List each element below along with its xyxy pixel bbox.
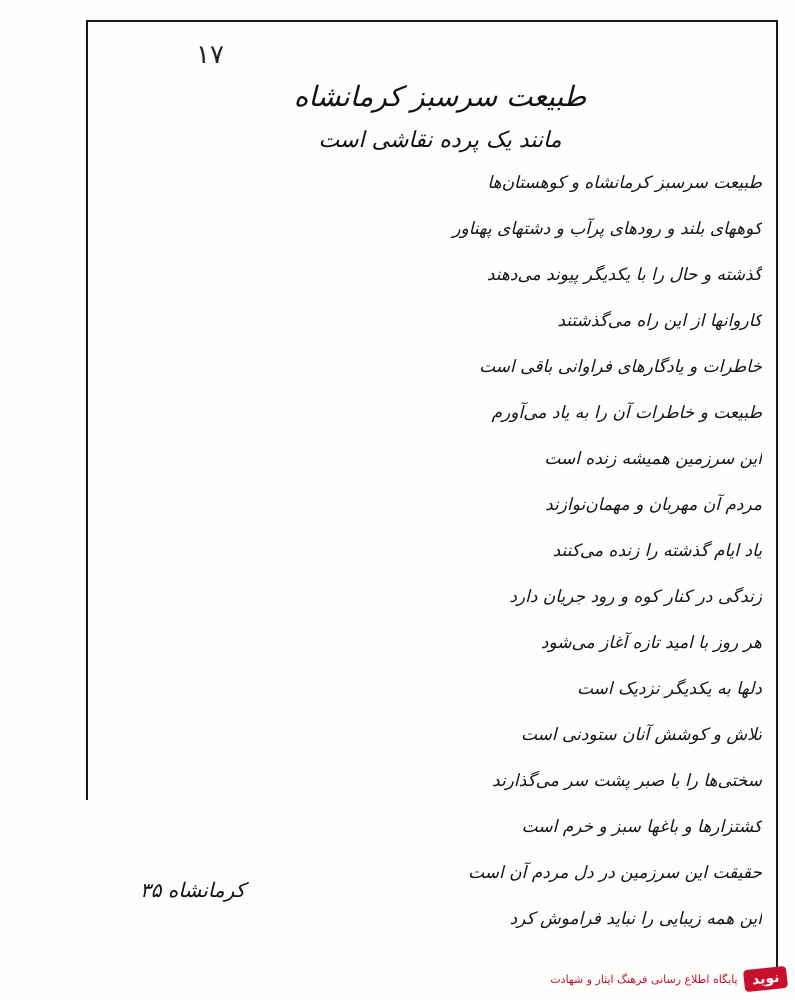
text-line: تلاش و کوشش آنان ستودنی است bbox=[520, 725, 762, 745]
text-line: مردم آن مهربان و مهمان‌نوازند bbox=[545, 495, 762, 515]
text-line: زندگی در کنار کوه و رود جریان دارد bbox=[509, 587, 762, 607]
text-line: کوههای بلند و رودهای پرآب و دشتهای پهناور bbox=[452, 219, 762, 239]
text-line: خاطرات و یادگارهای فراوانی باقی است bbox=[479, 357, 762, 377]
watermark-text: پایگاه اطلاع رسانی فرهنگ ایثار و شهادت bbox=[550, 972, 738, 986]
text-line: این همه زیبایی را نباید فراموش کرد bbox=[509, 909, 762, 929]
text-line: سختی‌ها را با صبر پشت سر می‌گذارند bbox=[492, 771, 762, 791]
frame-right-line bbox=[776, 20, 778, 985]
handwritten-text-body bbox=[100, 160, 762, 942]
watermark-logo bbox=[550, 964, 787, 994]
page-number: ۱۷ bbox=[196, 40, 224, 70]
text-line: هر روز با امید تازه آغاز می‌شود bbox=[540, 633, 762, 653]
frame-left-line bbox=[86, 20, 88, 800]
text-line: یاد ایام گذشته را زنده می‌کنند bbox=[552, 541, 762, 561]
text-line: طبیعت و خاطرات آن را به یاد می‌آورم bbox=[491, 403, 762, 423]
frame-top-line bbox=[86, 20, 776, 22]
watermark-badge: نوید bbox=[743, 966, 788, 992]
document-title: طبیعت سرسبز کرمانشاه bbox=[293, 80, 587, 113]
signature-date: کرمانشاه ۳۵ bbox=[140, 878, 246, 902]
text-line: طبیعت سرسبز کرمانشاه و کوهستان‌ها bbox=[487, 173, 762, 193]
text-line: کشتزارها و باغها سبز و خرم است bbox=[521, 817, 762, 837]
text-line: دلها به یکدیگر نزدیک است bbox=[576, 679, 762, 699]
document-subtitle: مانند یک پرده نقاشی است bbox=[318, 128, 562, 153]
text-line: حقیقت این سرزمین در دل مردم آن است bbox=[468, 863, 762, 883]
text-line: گذشته و حال را با یکدیگر پیوند می‌دهند bbox=[486, 265, 762, 285]
text-line: کاروانها از این راه می‌گذشتند bbox=[557, 311, 762, 331]
text-line: این سرزمین همیشه زنده است bbox=[544, 449, 762, 469]
